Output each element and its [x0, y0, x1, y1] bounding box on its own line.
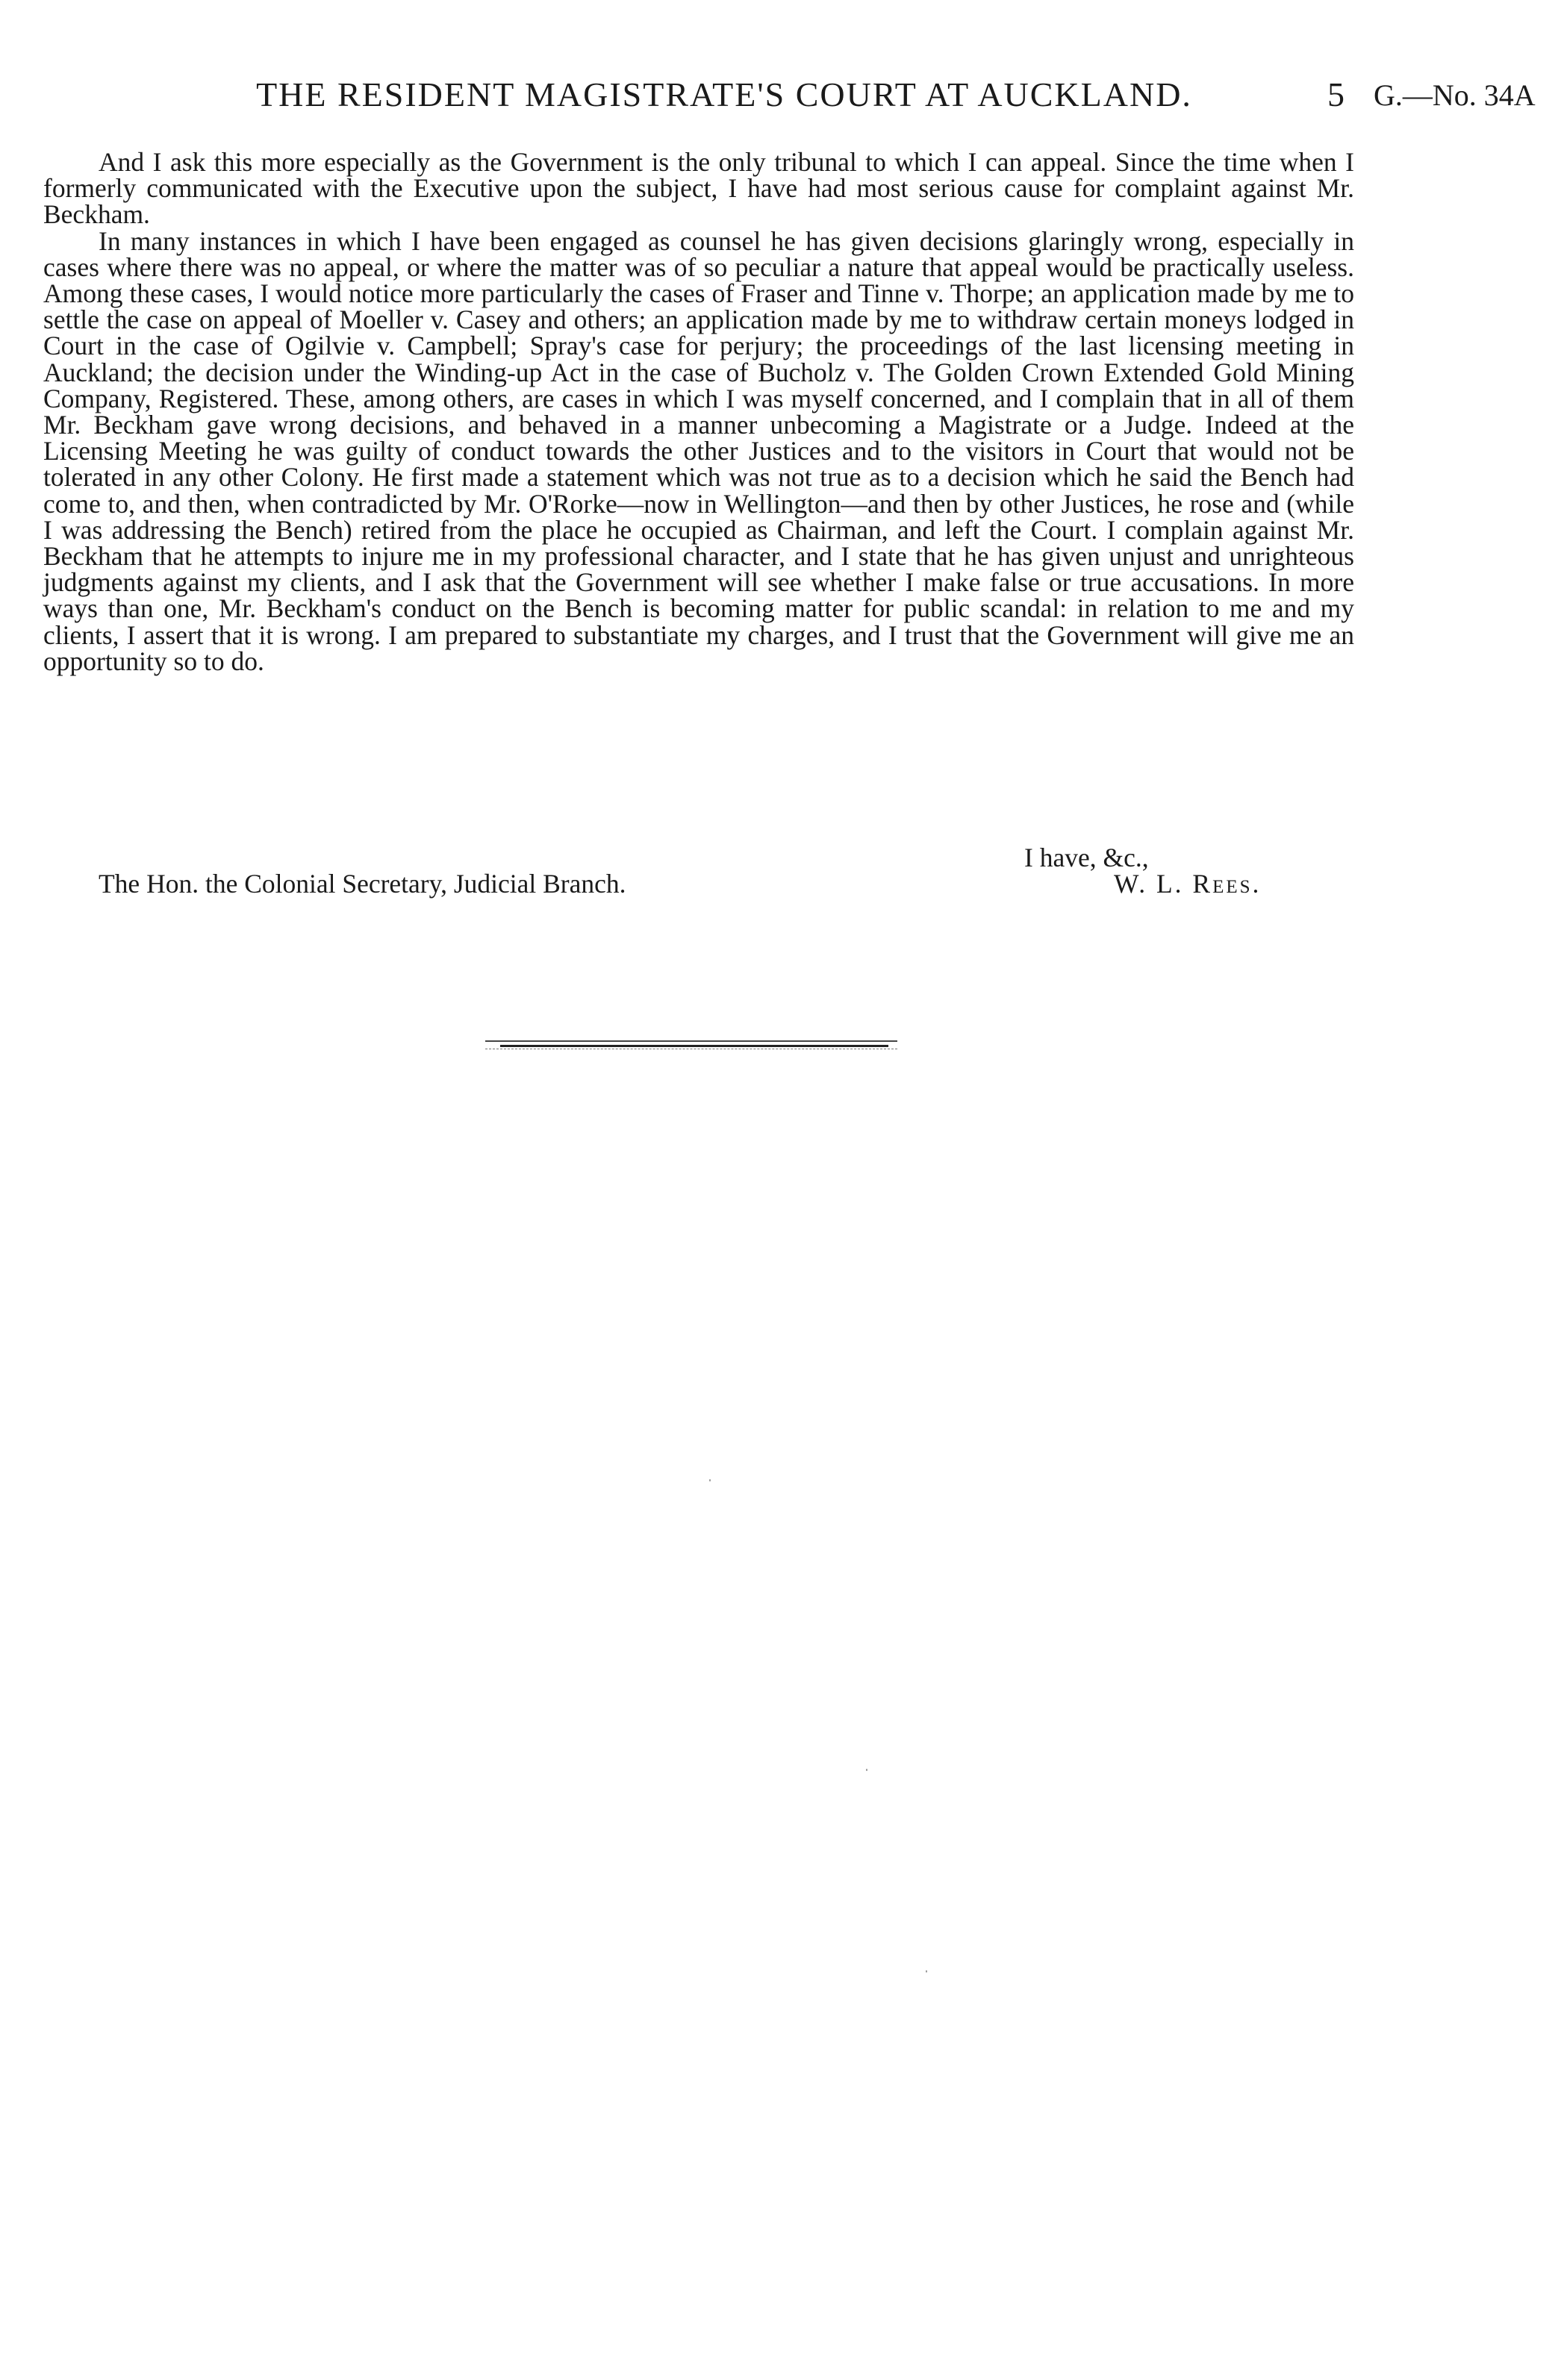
running-head	[45, 75, 1545, 119]
scan-speck	[866, 1769, 867, 1771]
scan-speck	[926, 1970, 927, 1973]
valediction: I have, &c.,	[1024, 843, 1149, 872]
section-divider	[485, 1040, 897, 1049]
letter-body	[43, 149, 1354, 675]
paragraph: In many instances in which I have been engaged as counsel he has given decisions glaringly wrong, especially in cases where there was no appeal, or where the matter was of so peculiar a nature that appeal would be practically useless. Among these cases, I would notice more particularly the cases of Fraser and Tinne v. Thorpe; an application made by me to settle the case on appeal of Moeller v. Casey and others; an application made by me to withdraw certain moneys lodged in Court in the case of Ogilvie v. Campbell; Spray's case for perjury; the proceedings of the last licensing meeting in Auckland; the decision under the Winding-up Act in the case of Bucholz v. The Golden Crown Extended Gold Mining Company, Registered. These, among others, are cases in which I was myself concerned, and I complain that in all of them Mr. Beckham gave wrong decisions, and behaved in a manner unbecoming a Magistrate or a Judge. Indeed at the Licensing Meeting he was guilty of conduct towards the other Justices and to the visitors in Court that would not be tolerated in any other Colony. He first made a statement which was not true as to a decision which he said the Bench had come to, and then, when contradicted by Mr. O'Rorke—now in Wellington—and then by other Justices, he rose and (while I was addressing the Bench) retired from the place he occupied as Chairman, and left the Court. I complain against Mr. Beckham that he attempts to injure me in my professional character, and I state that he has given unjust and unrighteous judgments against my clients, and I ask that the Government will see whether I make false or true accusations. In more ways than one, Mr. Beckham's conduct on the Bench is becoming matter for public scandal: in relation to me and my clients, I assert that it is wrong. I am prepared to substantiate my charges, and I trust that the Government will give me an opportunity so to do.	[43, 225, 1354, 676]
scan-speck	[709, 1479, 711, 1481]
addressee: The Hon. the Colonial Secretary, Judicial Branch.	[99, 869, 626, 899]
document-reference: G.—No. 34A	[1374, 78, 1536, 112]
page-number: 5	[1327, 75, 1345, 113]
signature: W. L. Rees.	[1114, 869, 1262, 899]
paragraph: And I ask this more especially as the Government is the only tribunal to which I can appeal. Since the time when I formerly communicated with the Executive upon the subject, I have had most serious cause for complaint against Mr. Beckham.	[43, 147, 1354, 230]
page-title: THE RESIDENT MAGISTRATE'S COURT AT AUCKLAND.	[256, 75, 1192, 113]
